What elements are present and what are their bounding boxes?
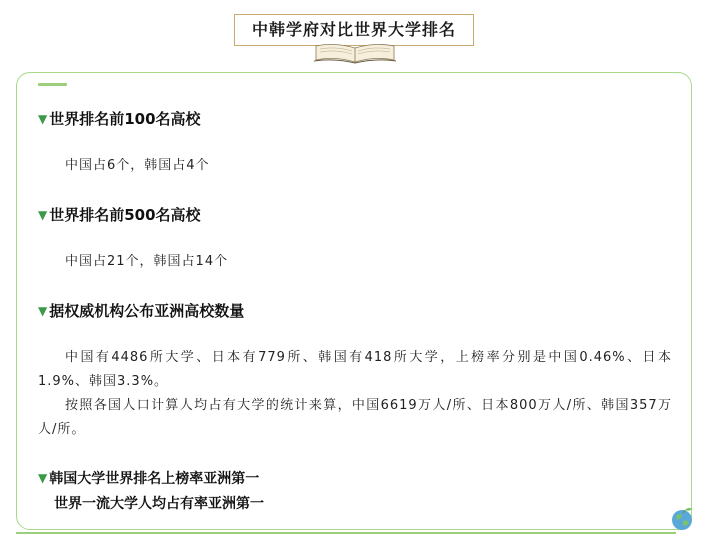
- summary-line-2: 世界一流大学人均占有率亚洲第一: [54, 496, 264, 512]
- section-heading-asia: [38, 300, 244, 321]
- footer-divider: [16, 532, 676, 534]
- globe-icon: [668, 505, 696, 533]
- section-heading-text: 据权威机构公布亚洲高校数量: [49, 302, 245, 320]
- section-body-asia: [38, 346, 672, 442]
- triangle-down-icon: ▼: [38, 112, 48, 126]
- section-heading-top500: [38, 204, 201, 225]
- panel-accent-bar: [38, 83, 67, 86]
- paragraph-per-capita: 按照各国人口计算人均占有大学的统计来算，中国6619万人/所、日本800万人/所、韩国357万人/所。: [38, 398, 672, 437]
- section-heading-text: 世界排名前500名高校: [49, 206, 201, 224]
- paragraph-university-counts: 中国有4486所大学、日本有779所、韩国有418所大学，上榜率分别是中国0.46%、日本1.9%、韩国3.3%。: [38, 350, 672, 389]
- triangle-down-icon: ▼: [38, 304, 48, 318]
- triangle-down-icon: ▼: [38, 471, 48, 485]
- triangle-down-icon: ▼: [38, 208, 48, 222]
- summary-line-1: [38, 468, 259, 488]
- section-heading-text: 世界排名前100名高校: [49, 110, 201, 128]
- section-heading-top100: [38, 108, 201, 129]
- book-icon: [312, 42, 398, 64]
- summary-text: 韩国大学世界排名上榜率亚洲第一: [49, 471, 260, 487]
- section-body-top100: 中国占6个，韩国占4个: [65, 158, 210, 173]
- section-body-top500: 中国占21个，韩国占14个: [65, 254, 229, 269]
- page-title: 中韩学府对比世界大学排名: [234, 14, 474, 46]
